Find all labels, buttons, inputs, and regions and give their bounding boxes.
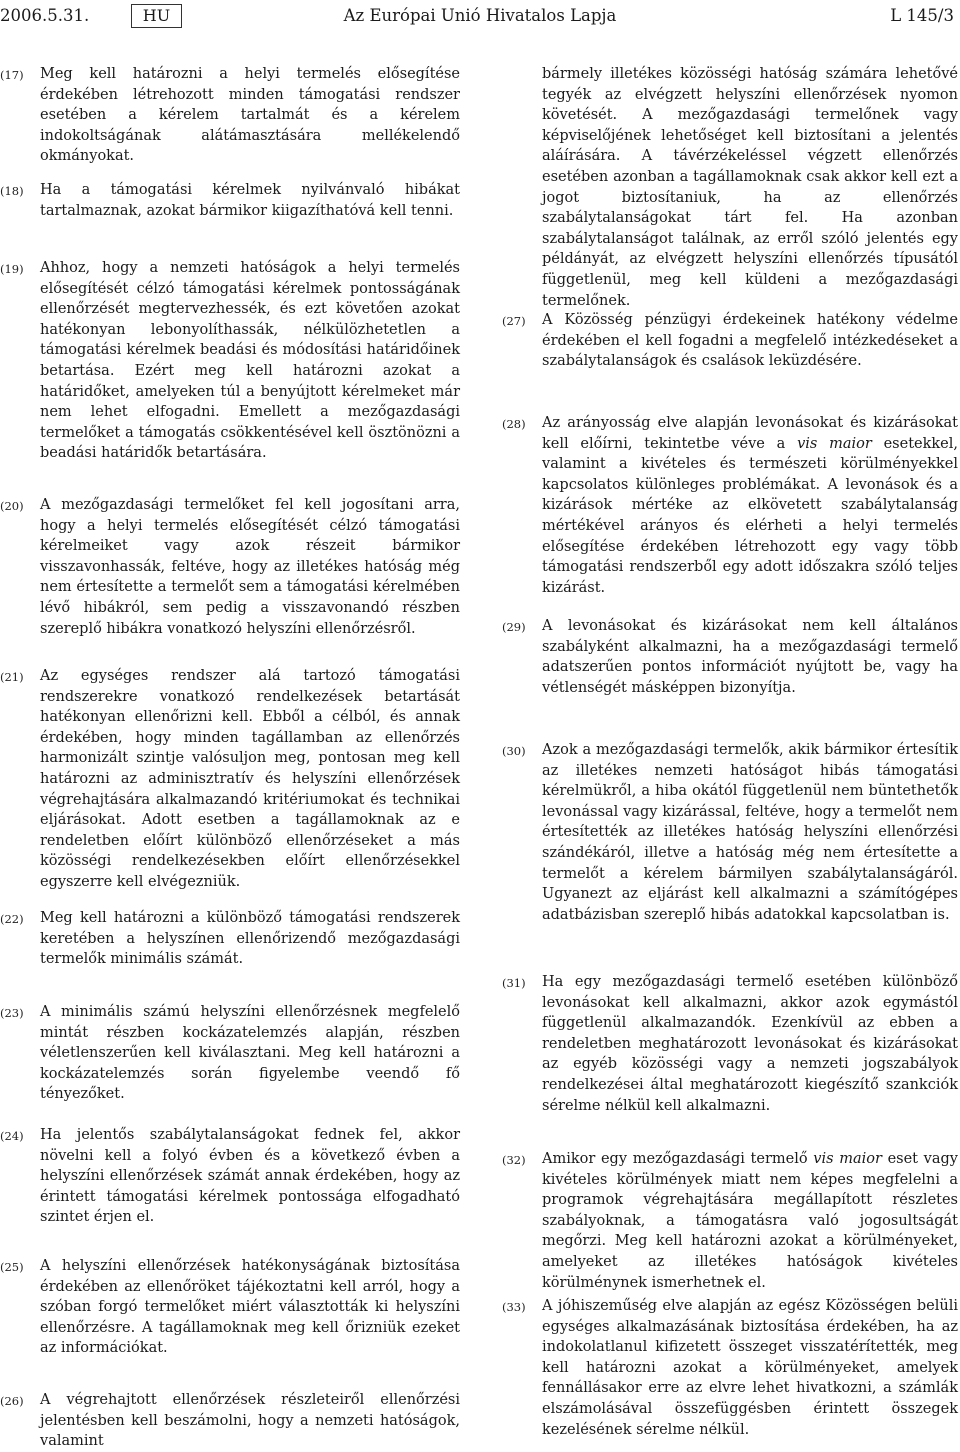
recital-text: A levonásokat és kizárásokat nem kell általános szabályként alkalmazni, ha a mezőgazdasági termelő adatszerűen pontos információt nyújtott be, vagy ha vétlenségét másképpen bizonyítja. (542, 618, 958, 696)
recital-text: Ha egy mezőgazdasági termelő esetében különböző levonásokat kell alkalmazni, akkor azok egymástól függetlenül alkalmazandók. Ezenkívül az ebben a rendeletben meghatározott levonásokat és kizárásokat az egyéb közösségi vagy a nemzeti jogszabályok rendelkezései által meghatározott kiegészítő szankciók sérelme nélkül kell alkalmazni. (542, 974, 958, 1114)
recital-text: A végrehajtott ellenőrzések részleteiről ellenőrzési jelentésben kell beszámolni, hogy a nemzeti hatóságok, valamint (40, 1392, 460, 1450)
recital-number: (21) (0, 670, 24, 684)
recital-number: (28) (502, 417, 526, 431)
recital-23 (0, 1002, 460, 1105)
recital-21 (0, 666, 460, 893)
recital-text: Az egységes rendszer alá tartozó támogatási rendszerekre vonatkozó rendelkezések betartását hatékonyan ellenőrizni kell. Ebből a célból, és annak érdekében, hogy minden tagállamban az ellenőrzés harmonizált szintje valósuljon meg, pontosan meg kell határozni az adminisztratív és helyszíni ellenőrzések végrehajtására alkalmazandó kritériumokat és technikai eljárásokat. Adott esetben a tagállamoknak az e rendeletben előírt különböző ellenőrzéseket a más közösségi rendelkezésekben előírt ellenőrzésekkel egyszerre kell elvégezniük. (40, 668, 460, 890)
recital-text-part: esetekkel, valamint a kivételes és természeti körülményekkel kapcsolatos különleges problémákat. A levonások és a kizárások mértéke az elkövetett szabálytalanság mértékével arányos és elérheti a helyi termelés elősegítése érdekében létrehozott egy vagy több támogatási rendszerből egy adott időszakra szóló teljes kizárást. (542, 435, 959, 596)
recital-17 (0, 64, 460, 167)
recital-24 (0, 1125, 460, 1228)
recital-text: A minimális számú helyszíni ellenőrzésnek megfelelő mintát részben kockázatelemzés alapján, részben véletlenszerűen kell kiválasztani. Meg kell határozni a kockázatelemzés során figyelembe veendő fő tényezőket. (40, 1004, 460, 1103)
recital-number: (32) (502, 1153, 526, 1167)
recital-text (542, 413, 958, 598)
recital-number: (30) (502, 744, 526, 758)
page-header (0, 0, 960, 36)
recital-28 (502, 413, 958, 598)
recital-number: (29) (502, 620, 526, 634)
recital-18 (0, 180, 460, 221)
recital-22 (0, 908, 460, 970)
recital-text: Ahhoz, hogy a nemzeti hatóságok a helyi termelés elősegítését célzó támogatási kérelmek pontosságának ellenőrzését megtervezhessék, és ezt követően azokat hatékonyan lebonyolíthassák, nélkülözhetetlen a támogatási kérelmek beadási és módosítási határidőinek betartása. Ezért meg kell határozni azokat a határidőket, amelyeken túl a benyújtott kérelmeket már nem lehet elfogadni. Emellett a mezőgazdasági termelőket a támogatás csökkentésével kell ösztönözni a beadási határidők betartására. (40, 260, 460, 462)
language-code-box: HU (131, 4, 182, 28)
recital-25 (0, 1256, 460, 1359)
recital-number: (18) (0, 184, 24, 198)
recital-text-part: Amikor egy mezőgazdasági termelő (542, 1151, 814, 1167)
recital-30 (502, 740, 958, 925)
recital-number: (26) (0, 1394, 24, 1408)
recital-number: (22) (0, 912, 24, 926)
publication-date: 2006.5.31. (0, 6, 90, 25)
recital-31 (502, 972, 958, 1116)
recital-number: (20) (0, 499, 24, 513)
recital-number: (17) (0, 68, 24, 82)
recital-text: Meg kell határozni a különböző támogatási rendszerek keretében a helyszínen ellenőrizendő mezőgazdasági termelők minimális számát. (40, 910, 460, 968)
italic-term: vis maior (813, 1151, 882, 1167)
recital-text: A mezőgazdasági termelőket fel kell jogosítani arra, hogy a helyi termelés elősegítését célzó támogatási kérelmeiket vagy azok részeit bármikor visszavonhassák, feltéve, hogy az illetékes hatóság még nem értesítette a termelőt sem a támogatási kérelmében lévő hibákról, sem pedig a visszavonandó részben szereplő hibákra vonatkozó helyszíni ellenőrzésről. (40, 497, 460, 637)
recital-32 (502, 1149, 958, 1293)
recital-20 (0, 495, 460, 639)
recital-number: (24) (0, 1129, 24, 1143)
recital-text: A helyszíni ellenőrzések hatékonyságának biztosítása érdekében az ellenőröket tájékoztatni kell arról, hogy a szóban forgó termelőket miért választották ki helyszíni ellenőrzésre. A tagállamoknak meg kell őrizniük ezeket az információkat. (40, 1258, 460, 1357)
recital-27 (502, 310, 958, 372)
recital-number: (27) (502, 314, 526, 328)
recital-number: (19) (0, 262, 24, 276)
recital-text (542, 1149, 958, 1293)
recital-text-part: eset vagy kivételes körülmények miatt nem képes megfelelni a programok végrehajtására megállapított részletes szabályoknak, a támogatásra való jogosultságát megőrzi. Meg kell határozni azokat a körülményeket, amelyeket az illetékes hatóságok kivételes körülménynek ismerhetnek el. (542, 1151, 958, 1291)
recital-19 (0, 258, 460, 464)
recital-number: (25) (0, 1260, 24, 1274)
recital-text: Ha jelentős szabálytalanságokat fednek fel, akkor növelni kell a folyó évben és a következő évben a helyszíni ellenőrzések számát annak érdekében, hogy az érintett támogatási kérelmek pontossága elfogadható szintet érjen el. (40, 1127, 460, 1226)
page-number: L 145/3 (890, 6, 954, 25)
recital-text: Azok a mezőgazdasági termelők, akik bármikor értesítik az illetékes nemzeti hatóságot hibás támogatási kérelmükről, a hiba okától függetlenül nem büntethetők levonással vagy kizárással, feltéve, hogy a termelőt nem értesítették az illetékes hatóság helyszíni ellenőrzési szándékáról, illetve a hatóság még nem értesítette a termelőt a kérelem bármilyen szabálytalanságáról. Ugyanezt az eljárást kell alkalmazni a számítógépes adatbázisban szereplő hibás adatokkal kapcsolatban is. (542, 742, 958, 923)
recital-number: (33) (502, 1300, 526, 1314)
recital-number: (23) (0, 1006, 24, 1020)
journal-title: Az Európai Unió Hivatalos Lapja (343, 6, 617, 25)
recital-text: A Közösség pénzügyi érdekeinek hatékony védelme érdekében el kell fogadni a megfelelő intézkedéseket a szabálytalanságok és csalások leküzdésére. (542, 312, 958, 370)
recital-text: A jóhiszeműség elve alapján az egész Közösségen belüli egységes alkalmazásának biztosítása érdekében, ha az indokolatlanul kifizetett összeget visszatérítették, meg kell határozni azokat a körülményeket, amelyek fennállásakor erre az elvre lehet hivatkozni, a számlák elszámolásával összefüggésben érintett összegek kezelésének sérelme nélkül. (542, 1298, 958, 1438)
recital-text-part: Az arányosság elve alapján levonásokat és kizárásokat kell előírni, tekintetbe véve a (542, 415, 958, 452)
recital-text: Meg kell határozni a helyi termelés elősegítése érdekében létrehozott minden támogatási rendszer esetében a kérelem tartalmát és a kérelem indokoltságának alátámasztására mellékelendő okmányokat. (40, 66, 460, 165)
recital-26-continuation: bármely illetékes közösségi hatóság számára lehetővé tegyék az elvégzett helyszíni ellenőrzések nyomon követését. A mezőgazdasági termelőnek vagy képviselőjének lehetőséget kell biztosítani a jelentés aláírására. A távérzékeléssel végzett ellenőrzés esetében azonban a tagállamoknak csak akkor kell ezt a jogot biztosítaniuk, ha az ellenőrzés szabálytalanságokat tárt fel. Ha azonban szabálytalanságot találnak, az erről szóló jelentés egy példányát, az elvégzett helyszíni ellenőrzés típusától függetlenül, meg kell küldeni a mezőgazdasági termelőnek. (542, 66, 958, 309)
italic-term: vis maior (797, 435, 872, 452)
recital-29 (502, 616, 958, 698)
recital-33 (502, 1296, 958, 1440)
recital-text: Ha a támogatási kérelmek nyilvánvaló hibákat tartalmaznak, azokat bármikor kiigazíthatóvá kell tenni. (40, 182, 460, 219)
recital-26 (0, 1390, 460, 1452)
recital-number: (31) (502, 976, 526, 990)
